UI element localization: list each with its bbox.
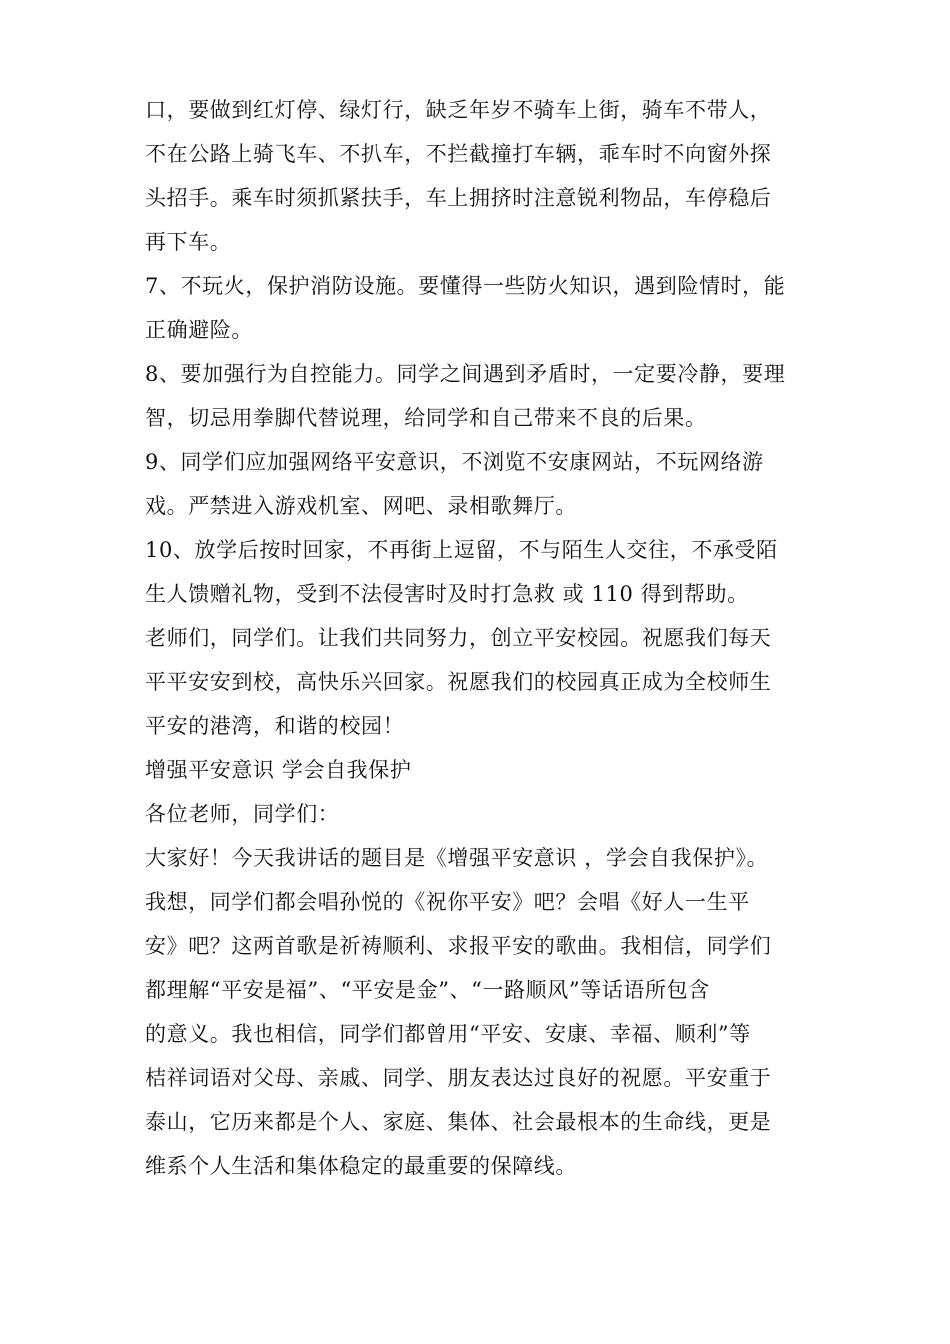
text-line: 老师们，同学们。让我们共同努力，创立平安校园。祝愿我们每天 [145,626,772,650]
text-line: 生人馈赠礼物，受到不法侵害时及时打急救 或 110 得到帮助。 [145,582,749,606]
text-line: 8、要加强行为自控能力。同学之间遇到矛盾时，一定要冷静，要理 [145,362,786,386]
section-title: 增强平安意识 学会自我保护 [145,758,412,782]
text-line: 口，要做到红灯停、绿灯行，缺乏年岁不骑车上街，骑车不带人， [145,98,772,122]
text-line: 桔祥词语对父母、亲戚、同学、朋友表达过良好的祝愿。平安重于 [145,1066,772,1090]
text-line: 正确避险。 [145,318,253,342]
text-line: 泰山，它历来都是个人、家庭、集体、社会最根本的生命线，更是 [145,1110,772,1134]
text-line: 9、同学们应加强网络平安意识，不浏览不安康网站，不玩网络游 [145,450,764,474]
text-line: 智，切忌用拳脚代替说理，给同学和自己带来不良的后果。 [145,406,707,430]
text-line: 的意义。我也相信，同学们都曾用“平安、安康、幸福、顺利”等 [145,1022,751,1046]
text-line: 7、不玩火，保护消防设施。要懂得一些防火知识，遇到险情时，能 [145,274,786,298]
text-line: 平安的港湾，和谐的校园！ [145,714,405,738]
text-line: 都理解“平安是福”、“平安是金”、“一路顺风”等话语所包含 [145,978,710,1002]
text-line: 大家好！今天我讲话的题目是《增强平安意识 ，学会自我保护》。 [145,846,769,870]
text-line: 头招手。乘车时须抓紧扶手，车上拥挤时注意锐利物品，车停稳后 [145,186,772,210]
text-line: 戏。严禁进入游戏机室、网吧、录相歌舞厅。 [145,494,577,518]
text-line: 我想，同学们都会唱孙悦的《祝你平安》吧？会唱《好人一生平 [145,890,750,914]
text-line: 再下车。 [145,230,232,254]
salutation: 各位老师，同学们： [145,802,340,826]
text-line: 平平安安到校，高快乐兴回家。祝愿我们的校园真正成为全校师生 [145,670,772,694]
text-line: 维系个人生活和集体稳定的最重要的保障线。 [145,1154,577,1178]
text-line: 10、放学后按时回家，不再街上逗留，不与陌生人交往，不承受陌 [145,538,778,562]
document-body [145,88,815,1188]
text-line: 安》吧？这两首歌是祈祷顺利、求报平安的歌曲。我相信，同学们 [145,934,772,958]
text-line: 不在公路上骑飞车、不扒车，不拦截撞打车辆，乖车时不向窗外探 [145,142,772,166]
